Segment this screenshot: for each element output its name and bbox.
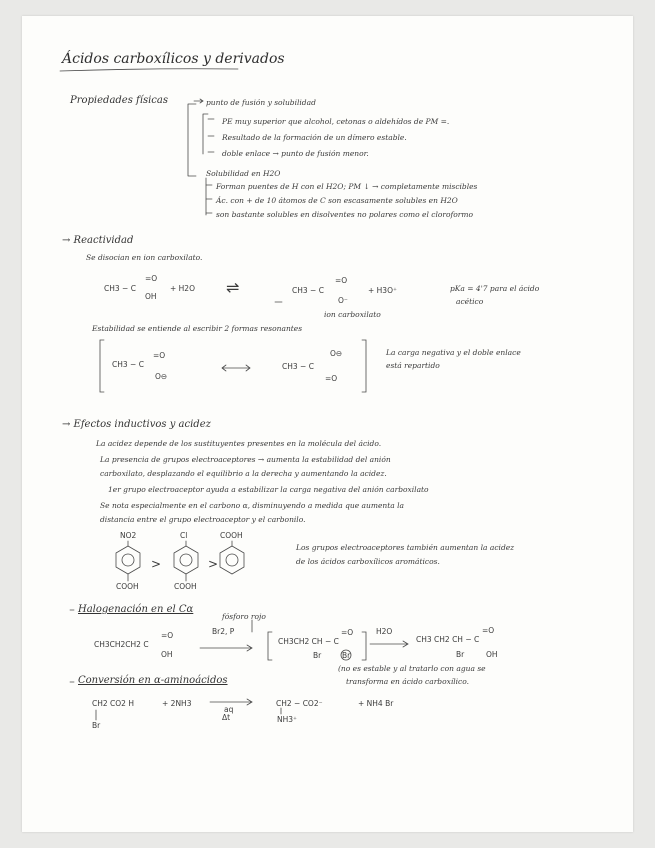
efectos-l2: La presencia de grupos electroaceptores → aumenta la estabilidad del anión bbox=[100, 455, 391, 464]
eq-plus1: + H2O bbox=[170, 284, 195, 293]
conversion-heading: Conversión en α-aminoácidos bbox=[78, 675, 228, 686]
eq-left-o: =O bbox=[145, 274, 158, 283]
efectos-note-1: Los grupos electroaceptores también aumentan la acidez bbox=[296, 543, 515, 552]
hal-reactant-o: =O bbox=[161, 631, 174, 640]
conv-br: Br bbox=[92, 721, 101, 730]
hal-reactant-oh: OH bbox=[161, 650, 173, 659]
hal-reactant: CH3CH2CH2 C bbox=[94, 640, 149, 649]
eq-right-om: O⁻ bbox=[338, 296, 348, 305]
hal-inter-br2: Br bbox=[342, 651, 351, 660]
conv-byproduct: + NH4 Br bbox=[358, 699, 394, 708]
ring3-substituent: COOH bbox=[220, 531, 243, 540]
hal-h2o: H2O bbox=[376, 627, 393, 636]
reactividad-heading: → Reactividad bbox=[62, 235, 134, 246]
eq-right: CH3 − C bbox=[292, 286, 324, 295]
ring2-cooh: COOH bbox=[174, 582, 197, 591]
efectos-l6: distancia entre el grupo electroaceptor y el carbonilo. bbox=[100, 515, 306, 524]
halogenacion-heading: Halogenación en el Cα bbox=[78, 604, 194, 615]
res-right-o: =O bbox=[325, 374, 338, 383]
gt-2: > bbox=[208, 557, 219, 571]
gt-1: > bbox=[151, 557, 162, 571]
efectos-note-2: de los ácidos carboxílicos aromáticos. bbox=[296, 557, 440, 566]
propiedades-heading: Propiedades físicas bbox=[70, 95, 168, 106]
hal-intermediate: CH3CH2 CH − C bbox=[278, 637, 339, 646]
conv-reactant: CH2 CO2 H bbox=[92, 699, 134, 708]
res-note-1: La carga negativa y el doble enlace bbox=[386, 348, 521, 357]
efectos-l1: La acidez depende de los sustituyentes presentes en la molécula del ácido. bbox=[96, 439, 382, 448]
efectos-heading: → Efectos inductivos y acidez bbox=[62, 419, 211, 430]
prop-b3: son bastante solubles en disolventes no polares como el cloroformo bbox=[216, 210, 473, 219]
prop-a1: PE muy superior que alcohol, cetonas o aldehídos de PM =. bbox=[222, 117, 450, 126]
hal-product-br: Br bbox=[456, 650, 465, 659]
eq-arrow: ⇌ bbox=[226, 278, 240, 297]
ring1-cooh: COOH bbox=[116, 582, 139, 591]
hal-product-o: =O bbox=[482, 626, 495, 635]
hal-reagent: Br2, P bbox=[212, 627, 235, 636]
fosforo-label: fósforo rojo bbox=[222, 612, 266, 621]
hal-product-oh: OH bbox=[486, 650, 498, 659]
conv-plus: + 2NH3 bbox=[162, 699, 192, 708]
efectos-l3: carboxilato, desplazando el equilibrio a la derecha y aumentando la acidez. bbox=[100, 469, 387, 478]
res-note-2: está repartido bbox=[386, 361, 440, 370]
res-right-om: O⊖ bbox=[330, 349, 343, 358]
prop-a2: Resultado de la formación de un dímero estable. bbox=[222, 133, 407, 142]
res-left-om: O⊖ bbox=[155, 372, 168, 381]
prop-b1: Forman puentes de H con el H2O; PM ↓ → completamente miscibles bbox=[216, 182, 478, 191]
conv-product: CH2 − CO2⁻ bbox=[276, 699, 323, 708]
conv-nh3: NH3⁺ bbox=[277, 715, 297, 724]
hal-inter-br: Br bbox=[313, 651, 322, 660]
ring2-substituent: Cl bbox=[180, 531, 188, 540]
estabilidad-line: Estabilidad se entiende al escribir 2 formas resonantes bbox=[92, 324, 303, 333]
reactividad-line: Se disocian en ion carboxilato. bbox=[86, 253, 203, 262]
res-left: CH3 − C bbox=[112, 360, 144, 369]
conv-cond-2: Δt bbox=[222, 713, 231, 722]
prop-b: Solubilidad en H2O bbox=[206, 169, 281, 178]
eq-left: CH3 − C bbox=[104, 284, 136, 293]
pka-label-2: acético bbox=[456, 297, 484, 306]
conv-cond-1: aq bbox=[224, 705, 234, 714]
page-title: Ácidos carboxílicos y derivados bbox=[62, 51, 285, 67]
eq-plus2: + H3O⁺ bbox=[368, 286, 397, 295]
hal-product: CH3 CH2 CH − C bbox=[416, 635, 480, 644]
prop-b2: Ác. con + de 10 átomos de C son escasamente solubles en H2O bbox=[216, 196, 458, 205]
prop-a3: doble enlace → punto de fusión menor. bbox=[222, 149, 369, 158]
ion-label: ion carboxilato bbox=[324, 310, 381, 319]
eq-right-o: =O bbox=[335, 276, 348, 285]
prop-a: punto de fusión y solubilidad bbox=[206, 98, 316, 107]
eq-left-oh: OH bbox=[145, 292, 157, 301]
res-right: CH3 − C bbox=[282, 362, 314, 371]
pka-label: pKa = 4'7 para el ácido bbox=[450, 284, 540, 293]
hal-inter-o: =O bbox=[341, 628, 354, 637]
efectos-l4: 1er grupo electroaceptor ayuda a estabilizar la carga negativa del anión carboxilato bbox=[108, 485, 429, 494]
hal-note-2: transforma en ácido carboxílico. bbox=[346, 677, 469, 686]
res-left-o: =O bbox=[153, 351, 166, 360]
efectos-l5: Se nota especialmente en el carbono α, disminuyendo a medida que aumenta la bbox=[100, 501, 404, 510]
hal-note-1: (no es estable y al tratarlo con agua se bbox=[338, 664, 486, 673]
ring1-substituent: NO2 bbox=[120, 531, 137, 540]
